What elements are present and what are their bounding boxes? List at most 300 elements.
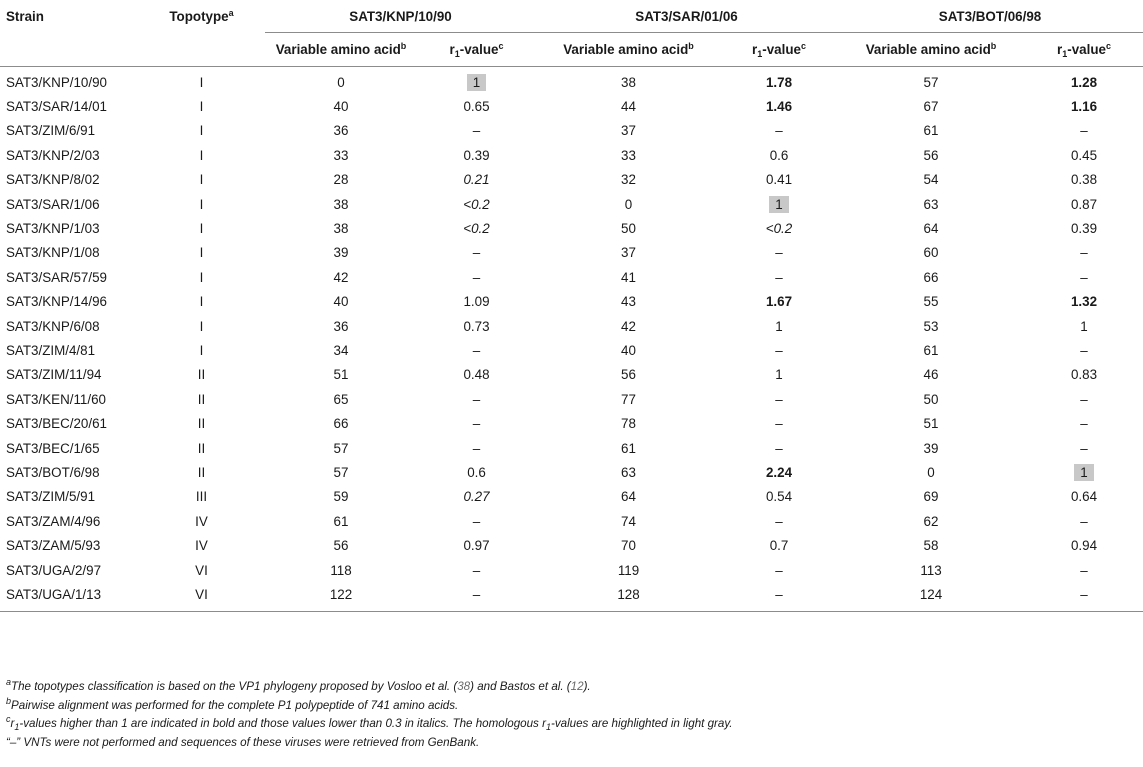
cell-variable-aa <box>536 119 721 143</box>
cell-strain: SAT3/ZIM/4/81 <box>6 342 96 358</box>
cell-r1-value <box>417 265 536 289</box>
cell-value: 51 <box>333 367 349 383</box>
cell-topotype: I <box>199 221 204 237</box>
cell-strain: SAT3/KNP/1/08 <box>6 245 100 261</box>
cell-value: 43 <box>621 294 636 310</box>
cell-r1-value <box>721 436 837 460</box>
table-row <box>0 241 1143 265</box>
cell-variable-aa <box>837 290 1025 314</box>
cell-r1-value <box>1025 216 1143 240</box>
cell-variable-aa <box>536 241 721 265</box>
cell-variable-aa <box>837 241 1025 265</box>
cell-variable-aa <box>837 485 1025 509</box>
cell-value: 1.09 <box>463 294 490 310</box>
cell-variable-aa <box>837 411 1025 435</box>
cell-topotype: III <box>195 489 208 505</box>
cell-variable-aa <box>536 509 721 533</box>
cell-variable-aa <box>536 67 721 95</box>
cell-r1-value <box>1025 460 1143 484</box>
cell-r1-value <box>417 94 536 118</box>
cell-value: 67 <box>923 99 939 115</box>
cell-variable-aa <box>536 460 721 484</box>
cell-value: – <box>1080 269 1088 285</box>
cell-variable-aa <box>265 265 417 289</box>
reference-link[interactable]: 12 <box>570 680 584 693</box>
table-row <box>0 582 1143 611</box>
cell-topotype: I <box>199 318 204 334</box>
table-row <box>0 192 1143 216</box>
table-row <box>0 168 1143 192</box>
cell-value: 37 <box>621 245 636 261</box>
table-row <box>0 314 1143 338</box>
cell-value: – <box>775 513 783 529</box>
cell-value: 74 <box>621 513 636 529</box>
cell-topotype: I <box>199 172 204 188</box>
cell-r1-value <box>417 485 536 509</box>
cell-strain: SAT3/KNP/10/90 <box>6 74 107 90</box>
cell-r1-value <box>417 241 536 265</box>
cell-value: 28 <box>333 172 349 188</box>
cell-value: 0 <box>337 74 345 90</box>
table-row <box>0 290 1143 314</box>
cell-strain: SAT3/BEC/1/65 <box>6 440 100 456</box>
cell-variable-aa <box>837 314 1025 338</box>
cell-topotype: I <box>199 74 204 90</box>
table-row <box>0 94 1143 118</box>
cell-value: – <box>472 513 481 529</box>
cell-strain: SAT3/UGA/2/97 <box>6 562 102 578</box>
cell-variable-aa <box>265 119 417 143</box>
cell-r1-value <box>1025 387 1143 411</box>
footnote-d: “–” VNTs were not performed and sequences of these viruses were retrieved from GenBank. <box>6 735 480 749</box>
cell-variable-aa <box>265 485 417 509</box>
cell-r1-value <box>417 436 536 460</box>
cell-variable-aa <box>837 216 1025 240</box>
cell-value: 0.97 <box>463 538 490 554</box>
cell-variable-aa <box>265 94 417 118</box>
cell-variable-aa <box>265 67 417 95</box>
cell-value: 0.6 <box>769 147 789 163</box>
table-row <box>0 533 1143 557</box>
table-row <box>0 216 1143 240</box>
cell-r1-value <box>1025 314 1143 338</box>
cell-value: 56 <box>333 538 349 554</box>
cell-r1-value <box>417 387 536 411</box>
cell-r1-value <box>721 216 837 240</box>
cell-topotype: I <box>199 294 204 310</box>
cell-value: 66 <box>333 416 349 432</box>
cell-variable-aa <box>265 363 417 387</box>
cell-variable-aa <box>265 168 417 192</box>
header-variable-aa-1: Variable amino acid$^b$ <box>265 33 417 67</box>
cell-value: – <box>775 245 783 261</box>
cell-topotype: II <box>197 464 206 480</box>
cell-r1-value <box>417 509 536 533</box>
cell-value: 70 <box>621 538 636 554</box>
cell-value: 57 <box>923 74 939 90</box>
cell-variable-aa <box>536 168 721 192</box>
table-row <box>0 436 1143 460</box>
cell-variable-aa <box>536 338 721 362</box>
table-row <box>0 67 1143 95</box>
cell-r1-value <box>417 192 536 216</box>
cell-value: – <box>775 342 783 358</box>
cell-r1-value <box>417 168 536 192</box>
header-topotype: Topotype$^a$ <box>169 7 234 24</box>
cell-value: 1.16 <box>1070 99 1098 115</box>
cell-value: 41 <box>621 269 636 285</box>
table-row <box>0 509 1143 533</box>
cell-strain: SAT3/KNP/14/96 <box>6 294 107 310</box>
cell-variable-aa <box>265 533 417 557</box>
cell-strain: SAT3/SAR/57/59 <box>6 269 107 285</box>
cell-variable-aa <box>536 363 721 387</box>
cell-r1-value <box>417 582 536 611</box>
cell-r1-value <box>721 67 837 95</box>
cell-variable-aa <box>837 143 1025 167</box>
cell-value: 0.39 <box>463 147 490 163</box>
cell-value: 62 <box>923 513 939 529</box>
cell-value: 1 <box>1080 318 1088 334</box>
cell-variable-aa <box>837 436 1025 460</box>
cell-variable-aa <box>837 94 1025 118</box>
header-r1-value-2: $r_1-value^c$ <box>721 33 837 67</box>
cell-variable-aa <box>265 192 417 216</box>
cell-variable-aa <box>265 411 417 435</box>
cell-variable-aa <box>265 290 417 314</box>
cell-variable-aa <box>837 338 1025 362</box>
cell-value: 0.87 <box>1070 196 1098 212</box>
table-row <box>0 265 1143 289</box>
cell-value: 46 <box>923 367 939 383</box>
cell-value: 69 <box>923 489 939 505</box>
table-body <box>0 67 1143 612</box>
cell-value: – <box>1080 416 1088 432</box>
cell-strain: SAT3/BEC/20/61 <box>6 416 107 432</box>
cell-value: 1.67 <box>765 294 793 310</box>
cell-value: 66 <box>923 269 939 285</box>
cell-value: 1 <box>769 196 788 213</box>
cell-value: 0.6 <box>467 464 486 480</box>
header-r1-value-3: $r_1-value^c$ <box>1025 33 1143 67</box>
cell-topotype: II <box>197 391 206 407</box>
cell-value: 56 <box>923 147 939 163</box>
cell-value: – <box>472 562 481 578</box>
reference-link[interactable]: 38 <box>457 680 471 693</box>
cell-value: 33 <box>621 147 636 163</box>
cell-value: 77 <box>621 391 636 407</box>
cell-r1-value <box>721 192 837 216</box>
cell-value: 32 <box>621 172 636 188</box>
cell-value: 42 <box>333 269 349 285</box>
cell-value: 1 <box>467 74 486 91</box>
cell-r1-value <box>721 94 837 118</box>
footnote-a: $^a$The topotypes classification is based on the VP1 phylogeny proposed by Vosloo et al. (38) and Bastos et al. (12). <box>6 677 591 693</box>
cell-value: 1 <box>1074 464 1093 481</box>
cell-r1-value <box>721 509 837 533</box>
table-row <box>0 558 1143 582</box>
cell-topotype: II <box>197 416 206 432</box>
cell-value: 128 <box>617 586 640 602</box>
cell-value: – <box>775 123 783 139</box>
cell-topotype: I <box>199 342 204 358</box>
cell-r1-value <box>721 241 837 265</box>
cell-variable-aa <box>265 436 417 460</box>
cell-strain: SAT3/KNP/1/03 <box>6 221 100 237</box>
table-row <box>0 387 1143 411</box>
cell-value: 61 <box>923 123 939 139</box>
cell-variable-aa <box>265 582 417 611</box>
cell-strain: SAT3/KNP/6/08 <box>6 318 100 334</box>
cell-topotype: VI <box>138 582 265 611</box>
cell-r1-value <box>417 216 536 240</box>
cell-value: 0 <box>927 464 935 480</box>
cell-value: 33 <box>333 147 349 163</box>
cell-value: – <box>775 416 783 432</box>
cell-r1-value <box>721 460 837 484</box>
cell-variable-aa <box>837 67 1025 95</box>
header-variable-aa-2: Variable amino acid$^b$ <box>536 33 721 67</box>
table-footnotes <box>6 678 1136 752</box>
cell-r1-value <box>1025 192 1143 216</box>
cell-variable-aa <box>536 558 721 582</box>
cell-value: 44 <box>621 99 636 115</box>
cell-variable-aa <box>265 338 417 362</box>
cell-value: 78 <box>621 416 636 432</box>
cell-value: – <box>775 562 783 578</box>
cell-topotype: II <box>197 367 206 383</box>
cell-r1-value <box>721 485 837 509</box>
cell-variable-aa <box>536 216 721 240</box>
cell-r1-value <box>721 582 837 611</box>
cell-value: – <box>472 123 481 139</box>
cell-value: 55 <box>923 294 939 310</box>
cell-r1-value <box>1025 241 1143 265</box>
cell-value: 1.32 <box>1070 294 1098 310</box>
cell-variable-aa <box>536 485 721 509</box>
cell-value: 36 <box>333 318 349 334</box>
table-row <box>0 485 1143 509</box>
cell-value: 54 <box>923 172 939 188</box>
cell-variable-aa <box>536 387 721 411</box>
cell-value: 0.83 <box>1070 367 1098 383</box>
table-row <box>0 143 1143 167</box>
cell-r1-value <box>1025 509 1143 533</box>
cell-r1-value <box>1025 436 1143 460</box>
cell-value: 113 <box>920 562 942 578</box>
header-variable-aa-3: Variable amino acid$^b$ <box>837 33 1025 67</box>
table-row <box>0 338 1143 362</box>
cell-r1-value <box>1025 168 1143 192</box>
cell-variable-aa <box>536 533 721 557</box>
cell-r1-value <box>417 533 536 557</box>
header-group-1: SAT3/KNP/10/90 <box>265 0 536 33</box>
cell-value: <0.2 <box>765 221 793 237</box>
cell-value: 63 <box>923 196 939 212</box>
cell-value: 50 <box>621 221 636 237</box>
cell-r1-value <box>721 363 837 387</box>
cell-r1-value <box>721 265 837 289</box>
cell-variable-aa <box>837 192 1025 216</box>
cell-strain: SAT3/SAR/14/01 <box>6 99 107 115</box>
cell-value: – <box>1080 440 1088 456</box>
cell-variable-aa <box>536 314 721 338</box>
cell-value: 0.45 <box>1070 147 1098 163</box>
cell-value: 1.78 <box>765 74 793 90</box>
cell-variable-aa <box>837 558 1025 582</box>
table-row <box>0 411 1143 435</box>
cell-value: 38 <box>333 196 349 212</box>
cell-value: – <box>775 586 783 602</box>
cell-value: 58 <box>923 538 939 554</box>
cell-r1-value <box>417 460 536 484</box>
cell-variable-aa <box>536 582 721 611</box>
cell-r1-value <box>1025 558 1143 582</box>
cell-value: 37 <box>621 123 636 139</box>
header-group-3: SAT3/BOT/06/98 <box>837 0 1143 33</box>
cell-r1-value <box>417 314 536 338</box>
cell-value: 64 <box>923 221 939 237</box>
cell-variable-aa <box>265 509 417 533</box>
cell-value: 1 <box>775 318 783 334</box>
cell-value: 0.38 <box>1070 172 1098 188</box>
header-group-2: SAT3/SAR/01/06 <box>536 0 837 33</box>
cell-variable-aa <box>837 168 1025 192</box>
cell-value: 0.21 <box>463 172 490 188</box>
cell-r1-value <box>1025 265 1143 289</box>
cell-r1-value <box>417 67 536 95</box>
cell-value: 0.41 <box>765 172 793 188</box>
cell-value: 0.48 <box>463 367 490 383</box>
table-header <box>0 0 1143 67</box>
header-strain: Strain <box>6 8 44 24</box>
cell-value: 39 <box>923 440 939 456</box>
cell-r1-value <box>1025 411 1143 435</box>
table-row <box>0 119 1143 143</box>
cell-value: – <box>1080 513 1088 529</box>
cell-r1-value <box>721 558 837 582</box>
cell-value: – <box>472 342 481 358</box>
cell-value: 124 <box>919 586 943 602</box>
cell-value: – <box>1080 245 1088 261</box>
cell-value: 122 <box>329 586 353 602</box>
cell-variable-aa <box>536 143 721 167</box>
cell-value: 63 <box>621 464 636 480</box>
cell-value: 40 <box>621 342 636 358</box>
cell-value: 61 <box>333 513 349 529</box>
cell-variable-aa <box>265 558 417 582</box>
cell-value: 0.94 <box>1070 538 1098 554</box>
cell-strain: SAT3/ZIM/11/94 <box>6 367 102 383</box>
cell-variable-aa <box>536 290 721 314</box>
cell-value: – <box>1080 562 1088 578</box>
cell-r1-value <box>1025 533 1143 557</box>
cell-value: 1.28 <box>1070 74 1098 90</box>
cell-variable-aa <box>837 119 1025 143</box>
cell-r1-value <box>1025 290 1143 314</box>
cell-r1-value <box>1025 67 1143 95</box>
cell-value: – <box>1080 123 1088 139</box>
cell-r1-value <box>721 411 837 435</box>
cell-topotype: I <box>199 196 204 212</box>
cell-value: 34 <box>333 342 349 358</box>
cell-r1-value <box>721 338 837 362</box>
footnote-c: $^cr_1$-values higher than 1 are indicated in bold and those values lower than 0.3 in italics. The homologous $r_1$-values are highlighted in light gray. <box>6 714 733 732</box>
cell-topotype: I <box>199 123 204 139</box>
cell-r1-value <box>417 338 536 362</box>
cell-value: 61 <box>621 440 636 456</box>
cell-topotype: I <box>199 147 204 163</box>
cell-r1-value <box>1025 119 1143 143</box>
cell-value: 40 <box>333 99 349 115</box>
footnote-b: $^b$Pairwise alignment was performed for the complete P1 polypeptide of 741 amino acids. <box>6 695 459 712</box>
cell-variable-aa <box>837 265 1025 289</box>
table-row <box>0 460 1143 484</box>
cell-topotype: II <box>197 440 206 456</box>
cell-value: 118 <box>330 562 352 578</box>
cell-value: 59 <box>333 489 349 505</box>
cell-value: 51 <box>923 416 939 432</box>
cell-strain: SAT3/ZIM/5/91 <box>6 489 96 505</box>
cell-topotype: I <box>199 245 204 261</box>
cell-r1-value <box>417 363 536 387</box>
cell-variable-aa <box>536 411 721 435</box>
cell-variable-aa <box>536 436 721 460</box>
cell-variable-aa <box>265 216 417 240</box>
cell-value: 65 <box>333 391 349 407</box>
cell-variable-aa <box>265 460 417 484</box>
cell-value: 0.7 <box>769 538 789 554</box>
cell-r1-value <box>721 119 837 143</box>
cell-r1-value <box>1025 485 1143 509</box>
cell-value: 0.73 <box>463 318 490 334</box>
cell-value: – <box>1080 586 1088 602</box>
cell-variable-aa <box>536 94 721 118</box>
cell-r1-value <box>417 119 536 143</box>
cell-topotype: VI <box>195 562 208 578</box>
cell-value: <0.2 <box>463 196 490 212</box>
cell-variable-aa <box>265 143 417 167</box>
cell-value: 56 <box>621 367 636 383</box>
cell-r1-value <box>417 290 536 314</box>
cell-variable-aa <box>265 314 417 338</box>
cell-r1-value <box>721 168 837 192</box>
cell-topotype: IV <box>195 513 208 529</box>
cell-value: 1 <box>775 367 783 383</box>
cell-variable-aa <box>536 265 721 289</box>
cell-r1-value <box>721 143 837 167</box>
cell-strain: SAT3/ZIM/6/91 <box>6 123 96 139</box>
cell-r1-value <box>417 143 536 167</box>
cell-variable-aa <box>837 363 1025 387</box>
table-row <box>0 363 1143 387</box>
cell-strain: SAT3/ZAM/5/93 <box>6 538 101 554</box>
cell-strain: SAT3/KNP/8/02 <box>6 172 100 188</box>
cell-value: – <box>1080 342 1088 358</box>
cell-strain: SAT3/KEN/11/60 <box>6 391 106 407</box>
cell-variable-aa <box>536 192 721 216</box>
cell-r1-value <box>417 411 536 435</box>
cell-topotype: I <box>199 99 204 115</box>
cell-value: – <box>775 391 783 407</box>
cell-value: 57 <box>333 440 349 456</box>
cell-variable-aa <box>265 241 417 265</box>
cell-value: 57 <box>333 464 349 480</box>
cell-value: – <box>775 440 783 456</box>
cell-value: – <box>775 269 783 285</box>
cell-value: 36 <box>333 123 349 139</box>
cell-variable-aa <box>837 582 1025 611</box>
